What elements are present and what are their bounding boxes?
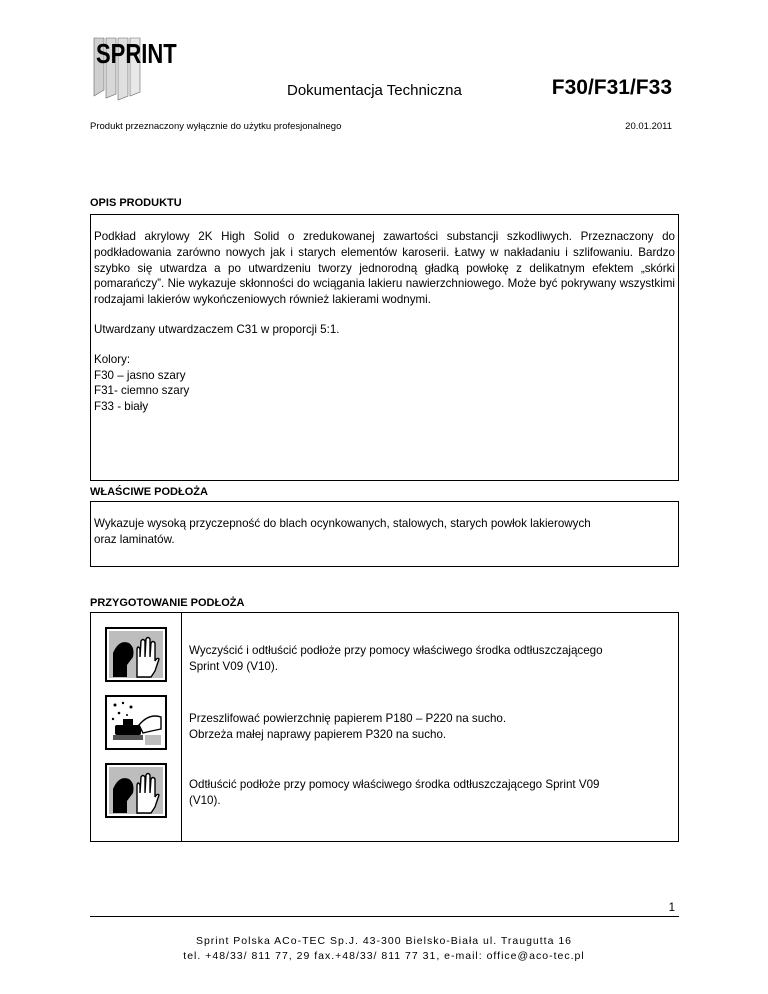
hardener-info: Utwardzany utwardzaczem C31 w proporcji 5:1. (94, 322, 340, 336)
product-description: Podkład akrylowy 2K High Solid o zredukowanej zawartości substancji szkodliwych. Przeznaczony do podkładowania zarówno nowych jak i starych elementów karoserii. Łatwy w nakładaniu i szlifowaniu. Bardzo szybko się utwardza a po utwardzeniu tworzy jednorodną gładką powłokę z delikatnym efektem „skórki pomarańczy”. Nie wykazuje skłonności do wciągania lakieru nawierzchniowego. Może być pokrywany wszystkimi rodzajami lakierów wykończeniowych również lakierami wodnymi. (94, 230, 675, 307)
prep-divider (181, 613, 182, 841)
logo-text: SPRINT (96, 38, 177, 70)
section-title-opis: OPIS PRODUKTU (90, 197, 182, 209)
colors-label: Kolory: (94, 352, 131, 366)
prep-step-line: Wyczyścić i odtłuścić podłoże przy pomocy właściwego środka odtłuszczającego (189, 644, 603, 657)
prep-step-line: Obrzeża małej naprawy papierem P320 na sucho. (189, 727, 447, 741)
prep-step-line: Odtłuścić podłoże przy pomocy właściwego środka odtłuszczającego Sprint V09 (189, 778, 600, 791)
footer-divider (90, 916, 679, 917)
prep-step-line: (V10). (189, 793, 221, 807)
opis-box (90, 214, 679, 481)
sanding-icon (105, 695, 167, 750)
podloza-box (90, 501, 679, 567)
prep-box (90, 612, 679, 842)
page-number: 1 (668, 902, 675, 914)
color-item: F30 – jasno szary (94, 368, 186, 382)
prep-step-text (189, 777, 669, 809)
degrease-hand-icon (105, 627, 167, 682)
section-title-prep: PRZYGOTOWANIE PODŁOŻA (90, 597, 245, 609)
document-date: 20.01.2011 (625, 121, 672, 132)
degrease-hand-icon (105, 763, 167, 818)
color-item: F33 - biały (94, 400, 149, 414)
prep-step-text (189, 711, 669, 743)
product-code: F30/F31/F33 (551, 76, 672, 99)
color-item: F31- ciemno szary (94, 384, 190, 398)
prep-step-text (189, 643, 669, 675)
substrates-text-line: Wykazuje wysoką przyczepność do blach ocynkowanych, stalowych, starych powłok lakierowych (94, 517, 591, 530)
prep-step-line: Przeszlifować powierzchnię papierem P180 – P220 na sucho. (189, 712, 507, 725)
document-title: Dokumentacja Techniczna (287, 82, 462, 99)
footer-address: Sprint Polska ACo-TEC Sp.J. 43-300 Bielsko-Biała ul. Traugutta 16 (195, 935, 573, 947)
section-title-podloza: WŁAŚCIWE PODŁOŻA (90, 486, 208, 498)
prep-step-line: Sprint V09 (V10). (189, 659, 278, 673)
footer-contact: tel. +48/33/ 811 77, 29 fax.+48/33/ 811 77 31, e-mail: office@aco-tec.pl (183, 950, 585, 962)
professional-use-note: Produkt przeznaczony wyłącznie do użytku profesjonalnego (90, 121, 342, 132)
substrates-text-line: oraz laminatów. (94, 532, 175, 546)
